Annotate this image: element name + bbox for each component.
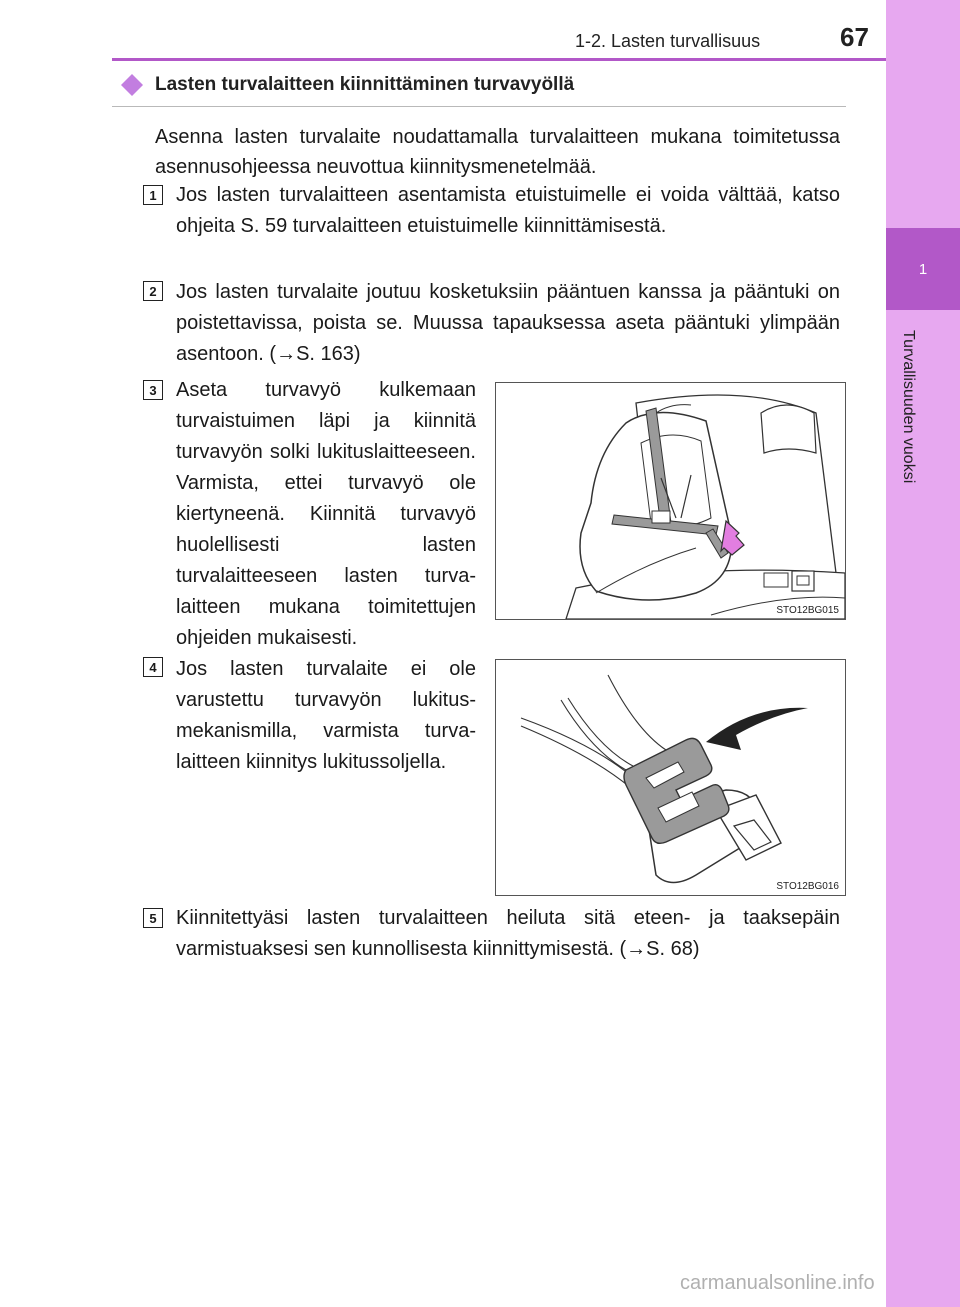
figure-1-code: STO12BG015 — [776, 605, 839, 616]
chapter-label: Turvallisuuden vuoksi — [900, 330, 917, 484]
page-number: 67 — [840, 22, 869, 52]
step-5-text: Kiinnitettyäsi lasten turvalaitteen heiluta sitä eteen- ja taaksepäin varmistuaksesi sen kunnollisesta kiinnittymisestä. (→S. 68) — [176, 907, 840, 960]
step-2-text: Jos lasten turvalaite joutuu kosketuksiin pääntuen kanssa ja pääntuki on poistettavissa, poista se. Muussa tapauksessa aseta pääntuki ylimpään asentoon. (→S. 163) — [176, 281, 840, 365]
figure-2-code: STO12BG016 — [776, 881, 839, 892]
intro-paragraph: Asenna lasten turvalaite noudattamalla turvalaitteen mukana toimitetussa asennusohjeessa neuvottua kiinnitysmenetelmää. — [155, 126, 840, 178]
chapter-sidebar — [886, 0, 960, 1307]
chapter-tab[interactable]: 1 — [886, 228, 960, 310]
step-2-number: 2 — [143, 281, 163, 301]
step-3-text: Aseta turvavyö kulkemaan turvaistuimen läpi ja kiinnitä turvavyön solki lukituslaitteeseen. Varmista, ettei turvavyö ole kiertyneenä. Kiinnitä turvavyö huolellisesti lasten turvalaitteeseen lasten turvalaitteen mukana toimitettujen ohjeiden mukaisesti. — [176, 379, 476, 649]
locking-clip-illustration — [496, 660, 845, 895]
header-section-title: 1-2. Lasten turvallisuus — [575, 31, 761, 51]
step-4-number: 4 — [143, 657, 163, 677]
step-1-number: 1 — [143, 185, 163, 205]
header-rule — [112, 58, 886, 61]
watermark: carmanualsonline.info — [680, 1272, 875, 1294]
step-3-number: 3 — [143, 380, 163, 400]
child-seat-figure — [495, 382, 846, 620]
locking-clip-figure — [495, 659, 846, 896]
section-title: Lasten turvalaitteen kiinnittäminen turvavyöllä — [155, 74, 575, 95]
diamond-bullet-icon — [120, 73, 144, 97]
step-5-number: 5 — [143, 908, 163, 928]
child-seat-illustration — [496, 383, 845, 619]
step-4-text: Jos lasten turvalaite ei ole varustettu turvavyön lukitusmekanismilla, varmista turvalaitteen kiinnitys lukitussoljella. — [176, 658, 476, 773]
step-1-text: Jos lasten turvalaitteen asentamista etuistuimelle ei voida välttää, katso ohjeita S. 59 turvalaitteen etuistuimelle kiinnittämisestä. — [176, 184, 840, 237]
section-title-rule — [112, 106, 846, 107]
